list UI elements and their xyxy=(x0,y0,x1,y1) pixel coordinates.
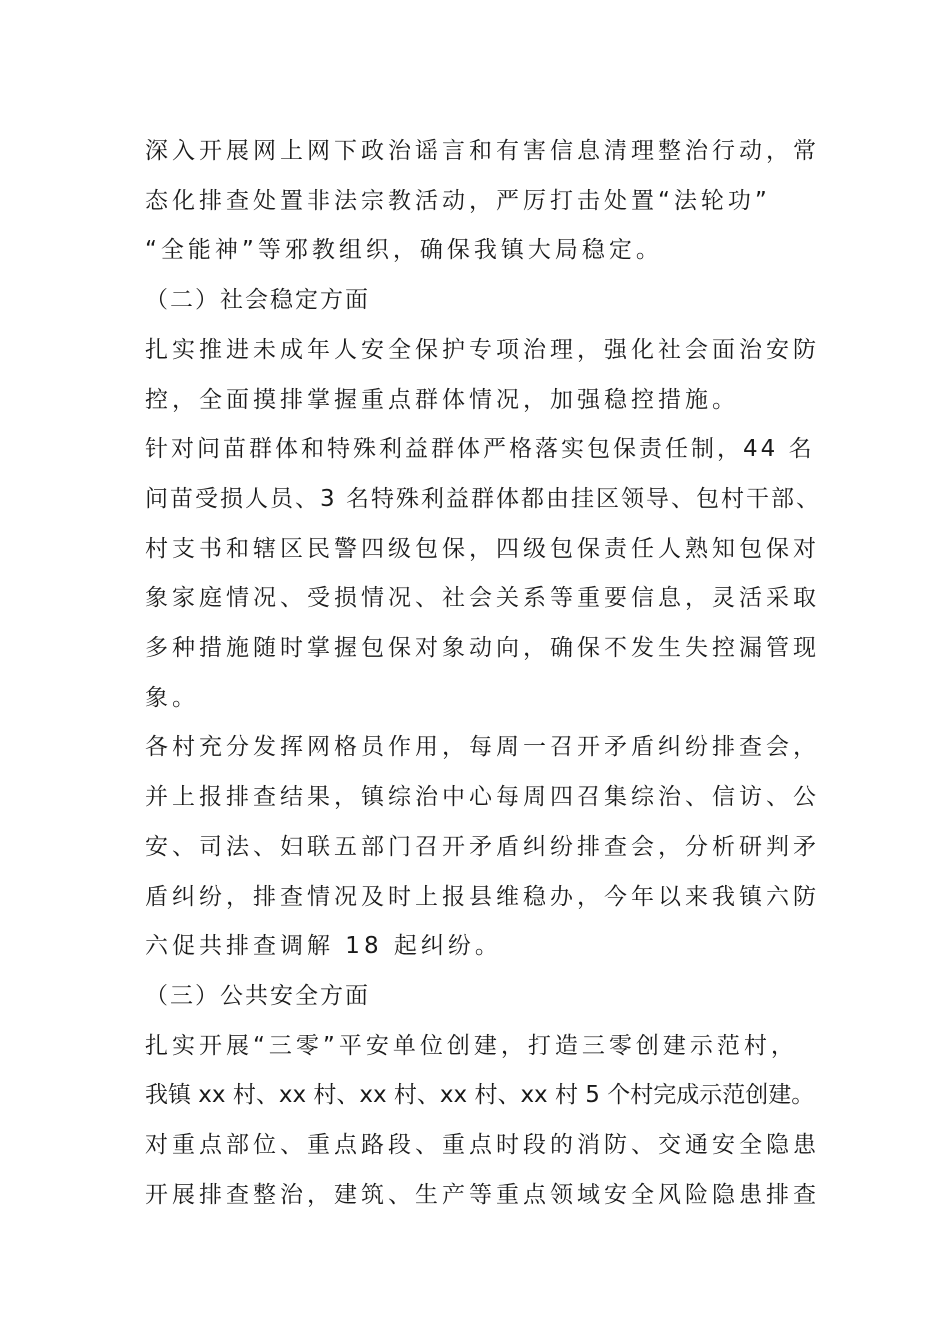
text-line: 深入开展网上网下政治谣言和有害信息清理整治行动，常 xyxy=(145,138,820,164)
text-line: 各村充分发挥网格员作用，每周一召开矛盾纠纷排查会， xyxy=(145,734,820,761)
text-line: 控，全面摸排掌握重点群体情况，加强稳控措施。 xyxy=(145,386,739,413)
text-line: 我镇 xx 村、xx 村、xx 村、xx 村、xx 村 5 个村完成示范创建。 xyxy=(145,1082,815,1109)
paragraph-3 xyxy=(145,425,825,723)
text-line: 扎实开展“三零”平安单位创建，打造三零创建示范村， xyxy=(145,1032,798,1059)
text-line: 多种措施随时掌握包保对象动向，确保不发生失控漏管现 xyxy=(145,635,820,662)
text-line: “全能神”等邪教组织，确保我镇大局稳定。 xyxy=(145,237,663,264)
text-line: 象家庭情况、受损情况、社会关系等重要信息，灵活采取 xyxy=(145,585,820,612)
paragraph-5 xyxy=(145,1022,825,1221)
paragraph-2 xyxy=(145,326,825,425)
text-line: 针对问苗群体和特殊利益群体严格落实包保责任制，44 名 xyxy=(145,436,815,463)
text-line: 对重点部位、重点路段、重点时段的消防、交通安全隐患 xyxy=(145,1132,820,1159)
text-line: 盾纠纷，排查情况及时上报县维稳办，今年以来我镇六防 xyxy=(145,883,820,910)
document-body xyxy=(145,127,825,1220)
text-line: 六促共排查调解 18 起纠纷。 xyxy=(145,933,502,960)
text-line: 扎实推进未成年人安全保护专项治理，强化社会面治安防 xyxy=(145,336,820,363)
text-line: 象。 xyxy=(145,684,199,711)
text-line: 态化排查处置非法宗教活动，严厉打击处置“法轮功” xyxy=(145,187,771,214)
section-heading-2: （二）社会稳定方面 xyxy=(145,287,370,314)
paragraph-4 xyxy=(145,723,825,972)
text-line: 村支书和辖区民警四级包保，四级包保责任人熟知包保对 xyxy=(145,535,820,562)
text-line: 安、司法、妇联五部门召开矛盾纠纷排查会，分析研判矛 xyxy=(145,833,820,860)
text-line: 并上报排查结果，镇综治中心每周四召集综治、信访、公 xyxy=(145,784,820,811)
text-line: 问苗受损人员、3 名特殊利益群体都由挂区领导、包村干部、 xyxy=(145,485,821,512)
section-heading-3: （三）公共安全方面 xyxy=(145,982,370,1009)
paragraph-1 xyxy=(145,127,825,276)
text-line: 开展排查整治，建筑、生产等重点领域安全风险隐患排查 xyxy=(145,1181,820,1208)
